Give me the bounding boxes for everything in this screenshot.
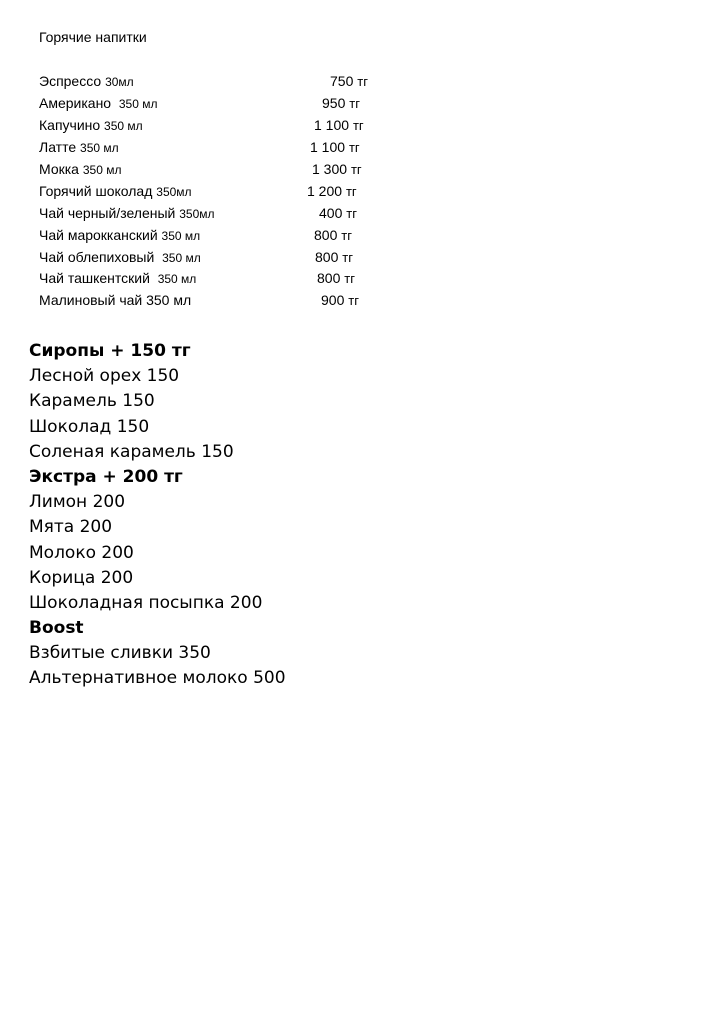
menu-item-moroccan-tea bbox=[0, 224, 708, 246]
price-currency: тг bbox=[350, 162, 362, 177]
price-value: 800 bbox=[317, 270, 345, 286]
price-value: 900 bbox=[321, 292, 349, 308]
price-value: 1 100 bbox=[314, 117, 353, 133]
list-item: Молоко 200 bbox=[29, 542, 134, 563]
item-label: Горячий шоколад bbox=[39, 183, 157, 199]
item-volume: 30мл bbox=[105, 75, 134, 89]
price-value: 950 bbox=[322, 95, 350, 111]
item-label: Американо bbox=[39, 95, 119, 111]
menu-item-tashkent-tea bbox=[0, 267, 708, 289]
menu-item-espresso bbox=[0, 70, 708, 92]
list-item: Взбитые сливки 350 bbox=[29, 643, 211, 664]
list-item: Карамель 150 bbox=[29, 391, 155, 412]
item-label: Эспрессо bbox=[39, 73, 106, 89]
item-name bbox=[39, 224, 200, 247]
hot-drinks-title: Горячие напитки bbox=[39, 29, 147, 45]
price-currency: тг bbox=[357, 74, 368, 89]
item-price bbox=[330, 70, 368, 93]
price-currency: тг bbox=[345, 184, 357, 199]
list-item: Альтернативное молоко 500 bbox=[29, 668, 286, 689]
item-label: Чай марокканский bbox=[39, 227, 162, 243]
item-volume: 350 мл bbox=[80, 141, 119, 155]
item-label: Малиновый чай 350 мл bbox=[39, 292, 192, 308]
item-price bbox=[310, 136, 360, 159]
price-currency: тг bbox=[349, 96, 360, 111]
item-price bbox=[307, 180, 357, 203]
price-value: 1 300 bbox=[312, 161, 351, 177]
item-price bbox=[319, 202, 357, 225]
menu-item-americano bbox=[0, 92, 708, 114]
item-volume: 350 мл bbox=[161, 229, 201, 243]
price-value: 800 bbox=[314, 227, 342, 243]
item-volume: 350 мл bbox=[82, 163, 122, 177]
menu-item-raspberry-tea bbox=[0, 289, 708, 311]
hot-drinks-list bbox=[0, 0, 708, 320]
price-value: 1 200 bbox=[307, 183, 346, 199]
menu-item-hot-chocolate bbox=[0, 180, 708, 202]
item-label: Чай черный/зеленый bbox=[39, 205, 180, 221]
item-name bbox=[39, 114, 143, 137]
item-name bbox=[39, 70, 134, 93]
item-label: Капучино bbox=[39, 117, 105, 133]
item-price bbox=[322, 92, 360, 115]
item-name bbox=[39, 267, 196, 290]
item-name bbox=[39, 289, 191, 312]
price-currency: тг bbox=[348, 293, 359, 308]
item-label: Мокка bbox=[39, 161, 83, 177]
addons-section bbox=[29, 339, 286, 692]
price-currency: тг bbox=[346, 206, 357, 221]
item-name bbox=[39, 158, 121, 181]
menu-item-cappuccino bbox=[0, 114, 708, 136]
item-label: Чай ташкентский bbox=[39, 270, 158, 286]
menu-item-latte bbox=[0, 136, 708, 158]
list-item: Шоколадная посыпка 200 bbox=[29, 592, 263, 613]
item-price bbox=[314, 224, 352, 247]
list-item: Мята 200 bbox=[29, 517, 113, 538]
item-price bbox=[314, 114, 364, 137]
price-currency: тг bbox=[348, 140, 360, 155]
item-volume: 350 мл bbox=[157, 272, 197, 286]
price-currency: тг bbox=[344, 271, 355, 286]
item-volume: 350 мл bbox=[118, 97, 158, 111]
item-volume: 350мл bbox=[156, 185, 192, 199]
item-name bbox=[39, 92, 157, 115]
item-price bbox=[312, 158, 362, 181]
price-currency: тг bbox=[352, 118, 364, 133]
menu-item-sea-buckthorn-tea bbox=[0, 246, 708, 268]
item-volume: 350 мл bbox=[104, 119, 143, 133]
list-item: Лимон 200 bbox=[29, 492, 126, 513]
price-value: 800 bbox=[315, 249, 343, 265]
item-price bbox=[315, 246, 353, 269]
syrups-heading: Сиропы + 150 тг bbox=[29, 341, 191, 361]
price-value: 750 bbox=[330, 73, 358, 89]
item-name bbox=[39, 180, 192, 203]
menu-item-black-green-tea bbox=[0, 202, 708, 224]
item-volume: 350 мл bbox=[162, 251, 201, 265]
extra-heading: Экстра + 200 тг bbox=[29, 466, 183, 487]
boost-heading: Boost bbox=[29, 618, 84, 639]
item-label: Латте bbox=[39, 139, 81, 155]
item-name bbox=[39, 246, 201, 269]
item-label: Чай облепиховый bbox=[39, 249, 163, 265]
item-price bbox=[321, 289, 359, 312]
item-name bbox=[39, 136, 119, 159]
price-currency: тг bbox=[342, 250, 353, 265]
list-item: Соленая карамель 150 bbox=[29, 441, 234, 462]
item-name bbox=[39, 202, 215, 225]
price-value: 400 bbox=[319, 205, 347, 221]
list-item: Лесной орех 150 bbox=[29, 366, 180, 387]
price-currency: тг bbox=[341, 228, 352, 243]
price-value: 1 100 bbox=[310, 139, 349, 155]
item-volume: 350мл bbox=[179, 207, 215, 221]
list-item: Шоколад 150 bbox=[29, 416, 150, 437]
menu-item-mocha bbox=[0, 158, 708, 180]
item-price bbox=[317, 267, 355, 290]
list-item: Корица 200 bbox=[29, 567, 134, 588]
